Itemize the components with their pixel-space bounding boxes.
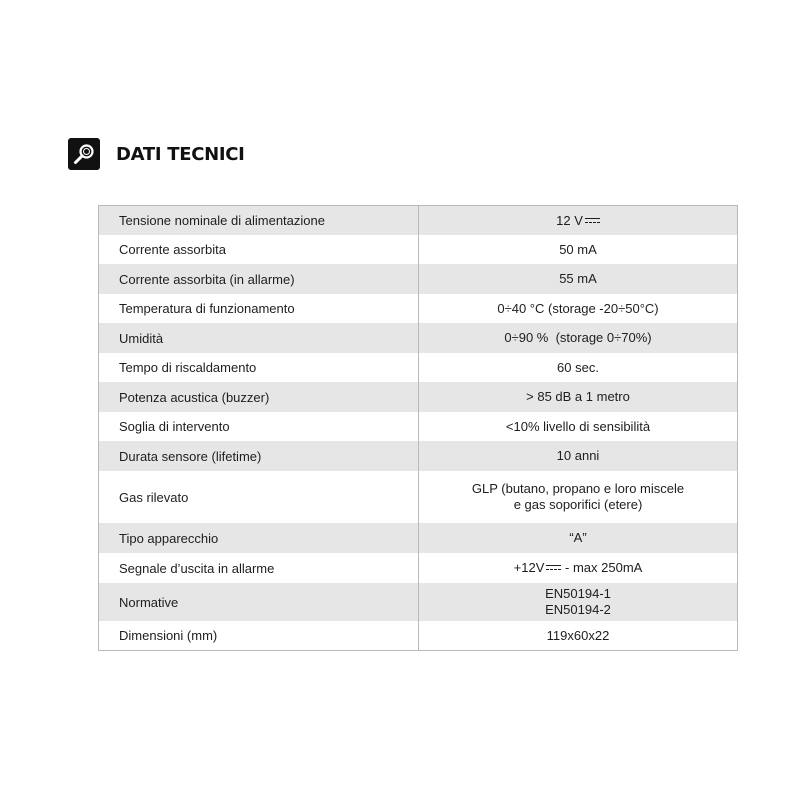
spec-label: Corrente assorbita [99, 235, 419, 264]
spec-value [419, 471, 738, 523]
table-row [99, 412, 738, 441]
table-row [99, 583, 738, 621]
spec-value: 0÷40 °C (storage -20÷50°C) [497, 300, 659, 316]
spec-label: Tipo apparecchio [99, 523, 419, 553]
table-row [99, 294, 738, 323]
table-row [99, 382, 738, 412]
spec-value: 10 anni [419, 441, 738, 471]
spec-value-text: - max 250mA [561, 560, 643, 575]
spec-label: Temperatura di funzionamento [99, 294, 419, 323]
spec-value-text: +12V [513, 560, 545, 575]
table-row [99, 471, 738, 523]
spec-label: Tempo di riscaldamento [99, 353, 419, 382]
spec-value: 55 mA [419, 264, 738, 294]
dc-symbol-icon [546, 565, 561, 570]
table-row [99, 553, 738, 583]
spec-value-text: 0÷90 % (storage 0÷70%) [504, 330, 652, 345]
table-row [99, 441, 738, 471]
table-row [99, 353, 738, 382]
specs-table [98, 205, 738, 651]
spec-label: Dimensioni (mm) [99, 621, 419, 651]
spec-value [419, 553, 738, 583]
page-title: DATI TECNICI [116, 143, 245, 165]
spec-value-line: EN50194-2 [545, 602, 611, 617]
spec-value: 119x60x22 [546, 627, 610, 643]
spec-value-line: e gas soporifici (etere) [513, 497, 643, 512]
spec-label: Soglia di intervento [99, 412, 419, 441]
spec-label: Normative [99, 583, 419, 621]
table-row [99, 523, 738, 553]
spec-value-line: EN50194-1 [545, 586, 611, 601]
table-row [99, 323, 738, 353]
spec-value [419, 323, 738, 353]
spec-value: <10% livello di sensibilità [505, 418, 651, 434]
spec-value [419, 206, 738, 236]
spec-value: “A” [419, 523, 738, 553]
spec-value: 50 mA [559, 241, 597, 257]
table-row [99, 621, 738, 651]
spec-value-line: GLP (butano, propano e loro miscele [471, 481, 685, 496]
magnifier-icon [68, 138, 100, 170]
spec-value [419, 583, 738, 621]
table-row [99, 264, 738, 294]
spec-label: Corrente assorbita (in allarme) [99, 264, 419, 294]
spec-label: Potenza acustica (buzzer) [99, 382, 419, 412]
spec-label: Durata sensore (lifetime) [99, 441, 419, 471]
spec-value: > 85 dB a 1 metro [419, 382, 738, 412]
spec-label: Segnale d’uscita in allarme [99, 553, 419, 583]
table-row [99, 235, 738, 264]
spec-label: Gas rilevato [99, 471, 419, 523]
section-header [68, 137, 245, 171]
spec-label: Tensione nominale di alimentazione [99, 206, 419, 236]
spec-value: 60 sec. [557, 359, 599, 375]
dc-symbol-icon [585, 218, 600, 223]
spec-label: Umidità [99, 323, 419, 353]
table-row [99, 206, 738, 236]
spec-value-text: 12 V [556, 212, 583, 228]
